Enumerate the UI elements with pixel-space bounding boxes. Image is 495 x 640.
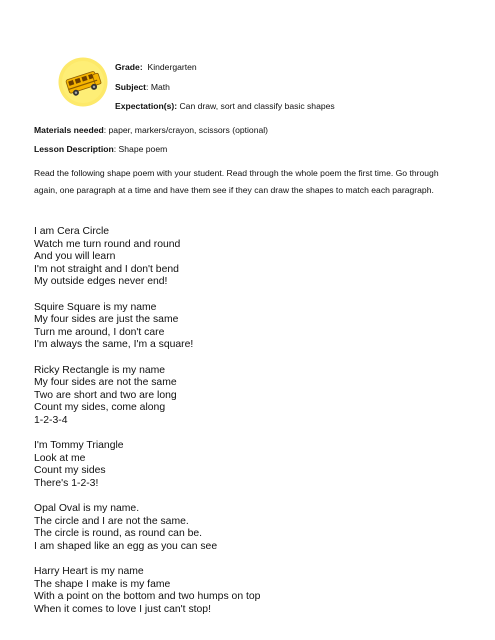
lesson-line bbox=[34, 143, 167, 155]
poem-line: There's 1-2-3! bbox=[34, 477, 99, 489]
poem-stanza-triangle bbox=[34, 440, 474, 490]
poem-line: Look at me bbox=[34, 452, 86, 464]
poem-line: Turn me around, I don't care bbox=[34, 326, 165, 338]
poem-line: The circle and I are not the same. bbox=[34, 515, 189, 527]
expectations-line bbox=[115, 100, 335, 112]
grade-value: Kindergarten bbox=[147, 62, 197, 72]
poem-line: 1-2-3-4 bbox=[34, 414, 68, 426]
school-bus-icon bbox=[58, 57, 108, 107]
poem-line: Harry Heart is my name bbox=[34, 566, 144, 577]
poem-stanza-circle bbox=[34, 226, 474, 289]
subject-label: Subject bbox=[115, 82, 147, 92]
lesson-value: : Shape poem bbox=[113, 144, 168, 154]
grade-line bbox=[115, 61, 197, 73]
poem-line: And you will learn bbox=[34, 251, 116, 262]
poem-stanza-heart bbox=[34, 566, 474, 616]
expectations-label: Expectation(s): bbox=[115, 101, 178, 111]
poem-line: I am shaped like an egg as you can see bbox=[34, 540, 218, 552]
poem-line: I'm Tommy Triangle bbox=[34, 440, 124, 451]
poem-line: Count my sides bbox=[34, 465, 106, 476]
poem-line: My outside edges never end! bbox=[34, 276, 168, 287]
poem-stanza-square bbox=[34, 302, 474, 352]
materials-label: Materials needed bbox=[34, 125, 104, 135]
materials-line bbox=[34, 124, 268, 136]
lesson-label: Lesson Description bbox=[34, 144, 114, 154]
intro-paragraph: Read the following shape poem with your student. Read through the whole poem the first time. Go through again, one paragraph at a time and have them see if they can draw the shapes to match each paragraph. bbox=[34, 168, 439, 195]
poem-line: Opal Oval is my name. bbox=[34, 503, 140, 514]
poem-line: Ricky Rectangle is my name bbox=[34, 364, 166, 376]
poem-line: The shape I make is my fame bbox=[34, 578, 171, 590]
poem-line: My four sides are just the same bbox=[34, 314, 179, 325]
poem-line: With a point on the bottom and two humps on top bbox=[34, 591, 261, 602]
poem-line: Two are short and two are long bbox=[34, 389, 177, 401]
expectations-value: Can draw, sort and classify basic shapes bbox=[179, 101, 335, 111]
materials-value: : paper, markers/crayon, scissors (optional) bbox=[103, 125, 269, 135]
poem-line: Watch me turn round and round bbox=[34, 238, 181, 250]
poem-stanza-oval bbox=[34, 503, 474, 553]
poem-line: I'm always the same, I'm a square! bbox=[34, 339, 194, 350]
poem-line: The circle is round, as round can be. bbox=[34, 528, 203, 539]
poem-line: Squire Square is my name bbox=[34, 301, 157, 313]
poem-line: My four sides are not the same bbox=[34, 377, 177, 388]
poem-line: I'm not straight and I don't bend bbox=[34, 263, 179, 275]
poem-line: When it comes to love I just can't stop! bbox=[34, 603, 211, 615]
shape-poem bbox=[34, 226, 474, 629]
poem-line: I am Cera Circle bbox=[34, 226, 110, 237]
subject-line bbox=[115, 81, 170, 93]
grade-label: Grade: bbox=[115, 62, 143, 72]
poem-stanza-rectangle bbox=[34, 365, 474, 428]
poem-line: Count my sides, come along bbox=[34, 402, 166, 413]
subject-value: : Math bbox=[146, 82, 170, 92]
